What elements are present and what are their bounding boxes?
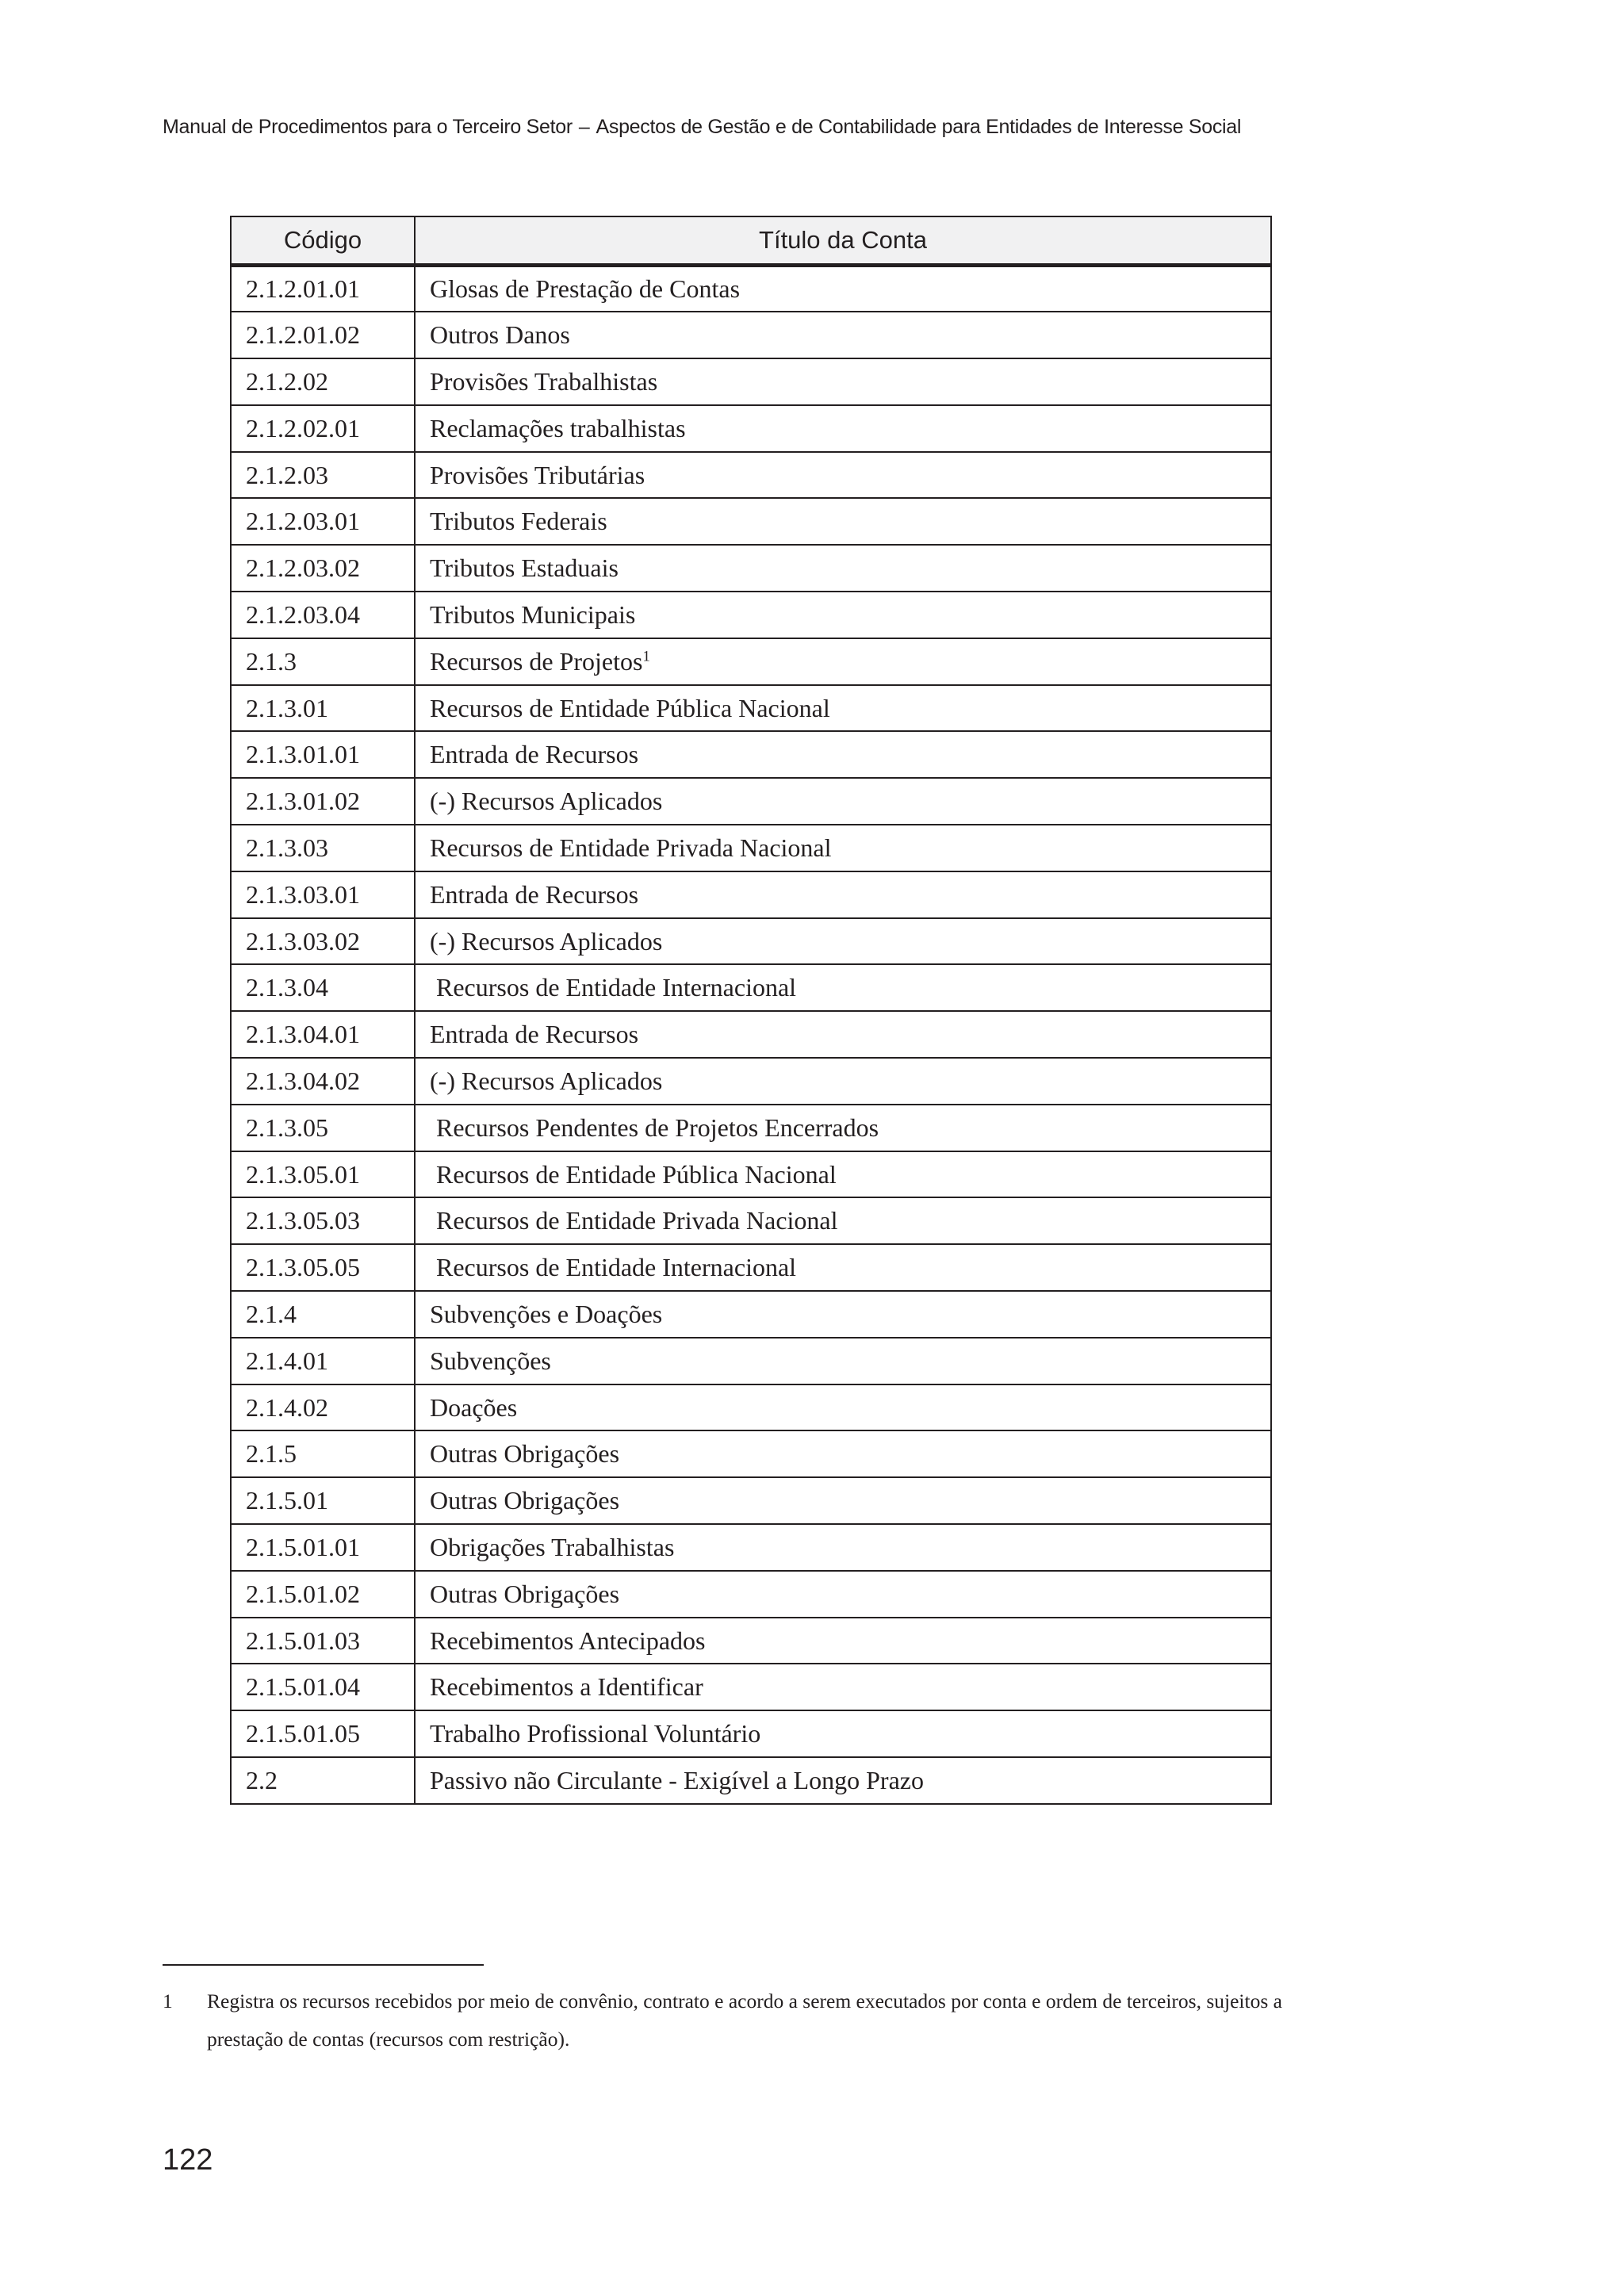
table-row xyxy=(231,592,1271,638)
account-title-text: Glosas de Prestação de Contas xyxy=(430,274,741,304)
account-code-cell: 2.1.5.01.03 xyxy=(231,1618,415,1664)
account-title-text: Entrada de Recursos xyxy=(430,879,639,909)
account-title-cell xyxy=(415,1477,1271,1524)
table-row xyxy=(231,1384,1271,1431)
account-title-text: Recursos Pendentes de Projetos Encerrados xyxy=(430,1113,879,1142)
account-title-cell xyxy=(415,964,1271,1011)
account-title-text: Entrada de Recursos xyxy=(430,740,639,769)
account-code-cell: 2.1.2.01.02 xyxy=(231,312,415,358)
table-row xyxy=(231,1710,1271,1757)
account-title-cell xyxy=(415,1618,1271,1664)
table-row xyxy=(231,871,1271,918)
account-code-cell: 2.1.5.01.01 xyxy=(231,1524,415,1571)
account-code-cell: 2.1.3.05.05 xyxy=(231,1244,415,1291)
account-code-cell: 2.1.3.03.01 xyxy=(231,871,415,918)
footnote-reference: 1 xyxy=(642,648,650,665)
account-code-cell: 2.1.3.03 xyxy=(231,825,415,871)
account-code-cell: 2.1.2.01.01 xyxy=(231,266,415,312)
table-row xyxy=(231,731,1271,778)
table-row xyxy=(231,1338,1271,1384)
table-row xyxy=(231,1058,1271,1105)
account-code-cell: 2.1.3 xyxy=(231,638,415,685)
account-code-cell: 2.1.2.03.01 xyxy=(231,498,415,545)
account-title-cell xyxy=(415,1384,1271,1431)
account-code-cell: 2.1.4.02 xyxy=(231,1384,415,1431)
account-title-text: Recebimentos a Identificar xyxy=(430,1672,703,1702)
account-title-cell xyxy=(415,825,1271,871)
page-number: 122 xyxy=(163,2143,213,2177)
account-code-cell: 2.1.5.01.02 xyxy=(231,1571,415,1618)
table-row xyxy=(231,312,1271,358)
table-row xyxy=(231,1105,1271,1151)
account-title-text: Outros Danos xyxy=(430,320,570,350)
account-title-cell xyxy=(415,1757,1271,1804)
account-code-cell: 2.1.5.01.04 xyxy=(231,1664,415,1710)
table-row xyxy=(231,545,1271,592)
running-header xyxy=(163,116,1241,139)
account-code-cell: 2.1.2.02 xyxy=(231,358,415,405)
table-row xyxy=(231,1011,1271,1058)
account-title-text: Subvenções e Doações xyxy=(430,1299,663,1328)
account-title-text: Outras Obrigações xyxy=(430,1486,620,1515)
account-title-cell xyxy=(415,1197,1271,1244)
account-title-text: Recursos de Entidade Privada Nacional xyxy=(430,833,832,862)
table-row xyxy=(231,1664,1271,1710)
header-separator: – xyxy=(578,116,590,138)
account-title-cell xyxy=(415,452,1271,499)
header-subtitle: Aspectos de Gestão e de Contabilidade para Entidades de Interesse Social xyxy=(596,116,1242,138)
account-code-cell: 2.1.4 xyxy=(231,1291,415,1338)
table-row xyxy=(231,918,1271,965)
account-title-cell xyxy=(415,1430,1271,1477)
account-title-text: Outras Obrigações xyxy=(430,1579,620,1608)
account-title-text: Provisões Tributárias xyxy=(430,460,645,489)
account-title-cell xyxy=(415,638,1271,685)
account-title-text: (-) Recursos Aplicados xyxy=(430,1066,663,1095)
account-title-cell xyxy=(415,1571,1271,1618)
table-header-row xyxy=(231,216,1271,266)
table-row xyxy=(231,1291,1271,1338)
account-title-cell xyxy=(415,1011,1271,1058)
account-title-cell xyxy=(415,312,1271,358)
account-code-cell: 2.1.2.03.04 xyxy=(231,592,415,638)
header-title: Manual de Procedimentos para o Terceiro Setor xyxy=(163,116,573,138)
account-title-cell xyxy=(415,1338,1271,1384)
table-row xyxy=(231,452,1271,499)
account-title-cell xyxy=(415,778,1271,825)
account-code-cell: 2.1.2.03.02 xyxy=(231,545,415,592)
table-row xyxy=(231,498,1271,545)
table-row xyxy=(231,1430,1271,1477)
account-title-text: Reclamações trabalhistas xyxy=(430,413,686,442)
account-code-cell: 2.1.3.04 xyxy=(231,964,415,1011)
footnote-text: Registra os recursos recebidos por meio de convênio, contrato e acordo a serem executados por conta e ordem de terceiros, sujeitos a prestação de contas (recursos com restrição). xyxy=(207,1990,1282,2051)
account-code-cell: 2.1.3.05.01 xyxy=(231,1151,415,1198)
account-title-cell xyxy=(415,871,1271,918)
account-title-cell xyxy=(415,685,1271,732)
account-title-text: Recursos de Entidade Pública Nacional xyxy=(430,1159,837,1189)
account-title-cell xyxy=(415,545,1271,592)
account-title-text: Tributos Estaduais xyxy=(430,553,619,583)
footnote-number: 1 xyxy=(163,1990,173,2012)
account-title-text: Recursos de Projetos xyxy=(430,646,643,676)
account-title-text: Trabalho Profissional Voluntário xyxy=(430,1719,761,1748)
account-title-cell xyxy=(415,592,1271,638)
account-code-cell: 2.1.5.01 xyxy=(231,1477,415,1524)
account-title-cell xyxy=(415,731,1271,778)
account-title-cell xyxy=(415,1524,1271,1571)
account-title-cell xyxy=(415,405,1271,452)
account-title-text: Subvenções xyxy=(430,1346,551,1375)
account-code-cell: 2.1.3.05.03 xyxy=(231,1197,415,1244)
account-title-text: Tributos Municipais xyxy=(430,599,636,629)
table-row xyxy=(231,358,1271,405)
account-title-text: Recursos de Entidade Internacional xyxy=(430,1253,797,1282)
account-title-text: Doações xyxy=(430,1392,518,1422)
table-row xyxy=(231,1244,1271,1291)
account-code-cell: 2.1.3.01 xyxy=(231,685,415,732)
table-row xyxy=(231,266,1271,312)
account-title-cell xyxy=(415,1710,1271,1757)
account-code-cell: 2.1.3.01.02 xyxy=(231,778,415,825)
account-title-cell xyxy=(415,1291,1271,1338)
account-code-cell: 2.1.3.01.01 xyxy=(231,731,415,778)
table-row xyxy=(231,964,1271,1011)
account-title-cell xyxy=(415,266,1271,312)
account-title-text: Recursos de Entidade Internacional xyxy=(430,973,797,1002)
account-title-cell xyxy=(415,1058,1271,1105)
account-code-cell: 2.1.3.03.02 xyxy=(231,918,415,965)
table-row xyxy=(231,1618,1271,1664)
table-row xyxy=(231,1757,1271,1804)
account-title-text: Recebimentos Antecipados xyxy=(430,1626,706,1655)
account-title-cell xyxy=(415,918,1271,965)
account-title-text: Passivo não Circulante - Exigível a Longo Prazo xyxy=(430,1765,924,1794)
account-title-cell xyxy=(415,1244,1271,1291)
account-title-cell xyxy=(415,498,1271,545)
account-code-cell: 2.1.3.05 xyxy=(231,1105,415,1151)
chart-of-accounts-table xyxy=(230,216,1272,1805)
table-row xyxy=(231,1477,1271,1524)
account-title-text: Obrigações Trabalhistas xyxy=(430,1532,675,1561)
account-title-cell xyxy=(415,1664,1271,1710)
footnote xyxy=(163,1982,1352,2058)
table-row xyxy=(231,825,1271,871)
table-row xyxy=(231,1571,1271,1618)
account-title-cell xyxy=(415,358,1271,405)
table-body xyxy=(231,266,1271,1804)
account-title-text: Outras Obrigações xyxy=(430,1439,620,1469)
account-code-cell: 2.1.3.04.01 xyxy=(231,1011,415,1058)
account-code-cell: 2.1.3.04.02 xyxy=(231,1058,415,1105)
account-code-cell: 2.1.2.03 xyxy=(231,452,415,499)
account-title-text: (-) Recursos Aplicados xyxy=(430,926,663,956)
account-title-cell xyxy=(415,1105,1271,1151)
account-code-cell: 2.1.4.01 xyxy=(231,1338,415,1384)
table-row xyxy=(231,1524,1271,1571)
table-row xyxy=(231,778,1271,825)
account-title-text: Tributos Federais xyxy=(430,507,607,536)
column-header-title: Título da Conta xyxy=(415,216,1271,266)
table-row xyxy=(231,405,1271,452)
account-title-text: Provisões Trabalhistas xyxy=(430,366,658,396)
account-code-cell: 2.1.5.01.05 xyxy=(231,1710,415,1757)
account-title-text: Entrada de Recursos xyxy=(430,1020,639,1049)
account-title-text: Recursos de Entidade Pública Nacional xyxy=(430,693,830,722)
column-header-code: Código xyxy=(231,216,415,266)
table-row xyxy=(231,685,1271,732)
account-code-cell: 2.2 xyxy=(231,1757,415,1804)
table-row xyxy=(231,1151,1271,1198)
account-title-text: (-) Recursos Aplicados xyxy=(430,787,663,816)
table-row xyxy=(231,638,1271,685)
footnote-divider xyxy=(163,1964,484,1966)
account-title-text: Recursos de Entidade Privada Nacional xyxy=(430,1206,838,1235)
account-code-cell: 2.1.5 xyxy=(231,1430,415,1477)
account-title-cell xyxy=(415,1151,1271,1198)
account-code-cell: 2.1.2.02.01 xyxy=(231,405,415,452)
table-row xyxy=(231,1197,1271,1244)
